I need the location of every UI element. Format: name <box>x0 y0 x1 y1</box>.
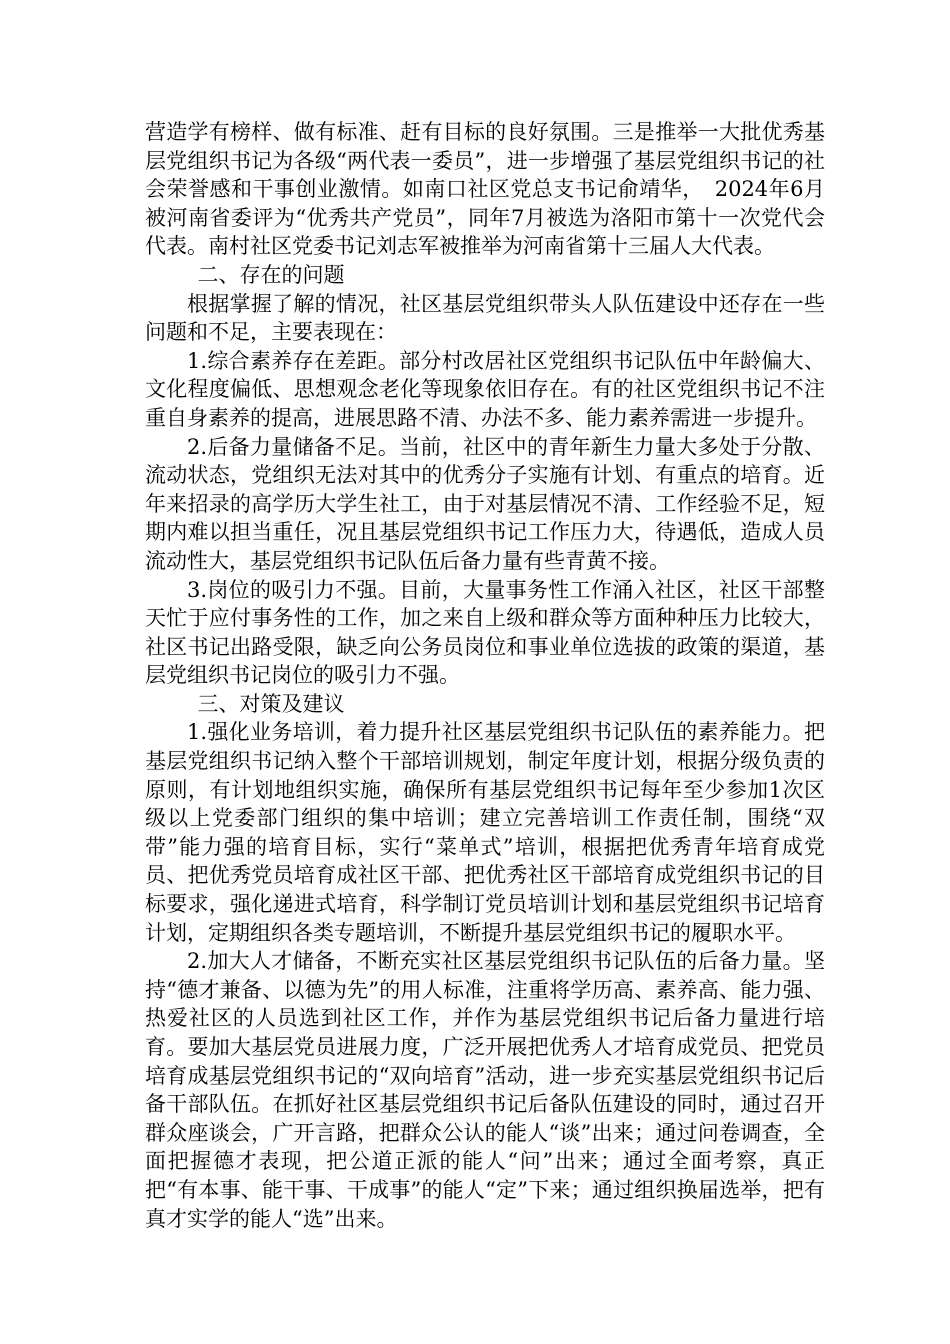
document-page <box>145 118 825 1233</box>
paragraph-problem-1: 1.综合素养存在差距。部分村改居社区党组织书记队伍中年龄偏大、文化程度偏低、思想观念老化等现象依旧存在。有的社区党组织书记不注重自身素养的提高，进展思路不清、办法不多、能力素养需进一步提升。 <box>145 348 825 430</box>
paragraph-suggestion-2: 2.加大人才储备，不断充实社区基层党组织书记队伍的后备力量。坚持“德才兼备、以德为先”的用人标准，注重将学历高、素养高、能力强、热爱社区的人员选到社区工作，并作为基层党组织书记后备力量进行培育。要加大基层党员进展力度，广泛开展把优秀人才培育成党员、把党员培育成基层党组织书记的“双向培育”活动，进一步充实基层党组织书记后备干部队伍。在抓好社区基层党组织书记后备队伍建设的同时，通过召开群众座谈会，广开言路，把群众公认的能人“谈”出来；通过问卷调查，全面把握德才表现，把公道正派的能人“问”出来；通过全面考察，真正把“有本事、能干事、干成事”的能人“定”下来；通过组织换届选举，把有真才实学的能人“选”出来。 <box>145 949 825 1231</box>
paragraph-problems-intro: 根据掌握了解的情况，社区基层党组织带头人队伍建设中还存在一些问题和不足，主要表现在： <box>145 291 825 345</box>
section-heading-problems: 二、存在的问题 <box>197 262 345 287</box>
paragraph-suggestion-1: 1.强化业务培训，着力提升社区基层党组织书记队伍的素养能力。把基层党组织书记纳入整个干部培训规划，制定年度计划，根据分级负责的原则，有计划地组织实施，确保所有基层党组织书记每年至少参加1次区级以上党委部门组织的集中培训；建立完善培训工作责任制，围绕“双带”能力强的培育目标，实行“菜单式”培训，根据把优秀青年培育成党员、把优秀党员培育成社区干部、把优秀社区干部培育成党组织书记的目标要求，强化递进式培育，科学制订党员培训计划和基层党组织书记培育计划，定期组织各类专题培训，不断提升基层党组织书记的履职水平。 <box>145 720 825 945</box>
section-heading-suggestions: 三、对策及建议 <box>197 691 345 716</box>
paragraph-problem-3: 3.岗位的吸引力不强。目前，大量事务性工作涌入社区，社区干部整天忙于应付事务性的工作，加之来自上级和群众等方面种种压力比较大，社区书记出路受限，缺乏向公务员岗位和事业单位选拔的政策的渠道，基层党组织书记岗位的吸引力不强。 <box>145 577 825 688</box>
paragraph-continuation: 营造学有榜样、做有标准、赶有目标的良好氛围。三是推举一大批优秀基层党组织书记为各级“两代表一委员”，进一步增强了基层党组织书记的社会荣誉感和干事创业激情。如南口社区党总支书记俞靖华， 2024年6月被河南省委评为“优秀共产党员”，同年7月被选为洛阳市第十一次党代会代表。南村社区党委书记刘志军被推举为河南省第十三届人大代表。 <box>145 120 825 259</box>
paragraph-problem-2: 2.后备力量储备不足。当前，社区中的青年新生力量大多处于分散、流动状态，党组织无法对其中的优秀分子实施有计划、有重点的培育。近年来招录的高学历大学生社工，由于对基层情况不清、工作经验不足，短期内难以担当重任，况且基层党组织书记工作压力大，待遇低，造成人员流动性大，基层党组织书记队伍后备力量有些青黄不接。 <box>145 434 825 573</box>
